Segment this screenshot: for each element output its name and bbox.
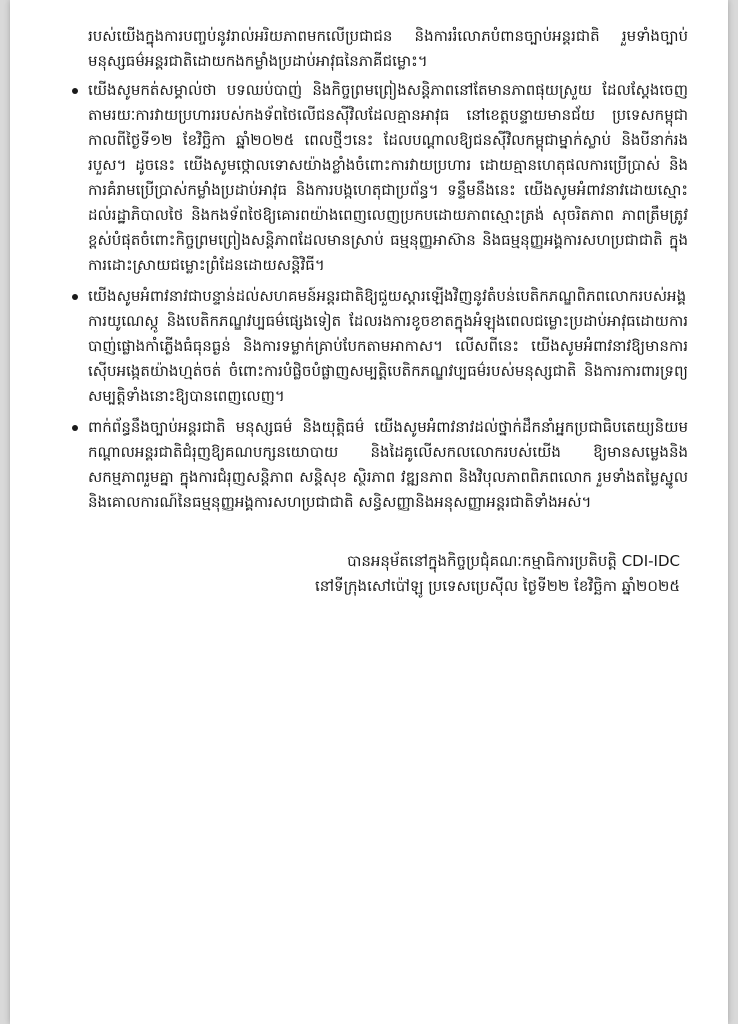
- list-item: [88, 78, 688, 278]
- signature-line-place-date: នៅទីក្រុងសៅប៉ៅឡូ ប្រទេសប្រេស៊ីល ថ្ងៃទី២២ ខែវិច្ឆិកា ឆ្នាំ២០២៥: [315, 577, 680, 595]
- bullet-text: យើងសូមអំពាវនាវជាបន្ទាន់ដល់សហគមន៍អន្តរជាតិឱ្យជួយស្តារឡើងវិញនូវតំបន់បេតិកភណ្ឌពិភពលោករបស់អង្គការយូណេស្កូ និងបេតិកភណ្ឌវប្បធម៌ផ្សេងទៀត ដែលរងការខូចខាតក្នុងអំឡុងពេលជម្លោះប្រដាប់អាវុធដោយការបាញ់ផ្លោងកាំភ្លើងធំធុនធ្ងន់ និងការទម្លាក់គ្រាប់បែកតាមអាកាស។ លើសពីនេះ យើងសូមអំពាវនាវឱ្យមានការស៊ើបអង្កេតយ៉ាងហ្មត់ចត់ ចំពោះការបំផ្លិចបំផ្លាញសម្បត្តិបេតិកភណ្ឌវប្បធម៌របស់មនុស្សជាតិ និងការការពារទ្រព្យសម្បត្តិទាំងនោះឱ្យបានពេញលេញ។: [88, 287, 688, 405]
- bullet-icon: [72, 425, 78, 431]
- document-body: [88, 24, 688, 599]
- intro-paragraph: របស់យើងក្នុងការបញ្ចប់នូវរាល់អរិយភាពមកលើប្រជាជន និងការរំលោភបំពានច្បាប់អន្តរជាតិ រួមទាំងច្បាប់មនុស្សធម៌អន្តរជាតិដោយកងកម្លាំងប្រដាប់អាវុធនៃភាគីជម្លោះ។: [88, 27, 688, 70]
- bullet-icon: [72, 88, 78, 94]
- list-item: [88, 415, 688, 515]
- bullet-text: ពាក់ព័ន្ធនឹងច្បាប់អន្តរជាតិ មនុស្សធម៌ និងយុត្តិធម៌ យើងសូមអំពាវនាវដល់ថ្នាក់ដឹកនាំអ្នកប្រជាធិបតេយ្យនិយមកណ្តាលអន្តរជាតិជំរុញឱ្យគណបក្សនយោបាយ និងដៃគូលើសកលលោករបស់យើង ឱ្យមានសម្លេងនិងសកម្មភាពរួមគ្នា ក្នុងការជំរុញសន្តិភាព សន្តិសុខ ស្ថិរភាព វឌ្ឍនភាព និងវិបុលភាពពិភពលោក រួមទាំងតម្លៃស្នូល និងគោលការណ៍នៃធម្មនុញ្ញអង្គការសហប្រជាជាតិ សន្ធិសញ្ញានិងអនុសញ្ញាអន្តរជាតិទាំងអស់។: [88, 418, 688, 511]
- statement-list: [88, 78, 688, 515]
- signature-line-adopted: បានអនុម័តនៅក្នុងកិច្ចប្រជុំគណៈកម្មាធិការប្រតិបត្តិ CDI-IDC: [347, 552, 680, 570]
- bullet-icon: [72, 294, 78, 300]
- document-page: [10, 0, 728, 1024]
- signature-block: [88, 549, 688, 599]
- list-item: [88, 284, 688, 409]
- bullet-text: យើងសូមកត់សម្គាល់ថា បទឈប់បាញ់ និងកិច្ចព្រមព្រៀងសន្តិភាពនៅតែមានភាពផុយស្រួយ ដែលស្តែងចេញតាមរយៈការវាយប្រហាររបស់កងទ័ពថៃលើជនស៊ីវិលដែលគ្មានអាវុធ នៅខេត្តបន្ទាយមានជ័យ ប្រទេសកម្ពុជា កាលពីថ្ងៃទី១២ ខែវិច្ឆិកា ឆ្នាំ២០២៥ ពេលថ្មីៗនេះ ដែលបណ្តាលឱ្យជនស៊ីវិលកម្ពុជាម្នាក់ស្លាប់ និងបីនាក់រងរបួស។ ដូចនេះ យើងសូមថ្កោលទោសយ៉ាងខ្លាំងចំពោះការវាយប្រហារ ដោយគ្មានហេតុផលការប្រើប្រាស់ និងការគំរាមប្រើប្រាស់កម្លាំងប្រដាប់អាវុធ និងការបង្កហេតុជាប្រព័ន្ធ។ ទន្ទឹមនឹងនេះ យើងសូមអំពាវនាវដោយស្មោះដល់រដ្ឋាភិបាលថៃ និងកងទ័ពថៃឱ្យគោរពយ៉ាងពេញលេញប្រកបដោយភាពស្មោះត្រង់ សុចរិតភាព ភាពត្រឹមត្រូវខ្ពស់បំផុតចំពោះកិច្ចព្រមព្រៀងសន្តិភាពដែលមានស្រាប់ ធម្មនុញ្ញអាស៊ាន និងធម្មនុញ្ញអង្គការសហប្រជាជាតិ ក្នុងការដោះស្រាយជម្លោះព្រំដែនដោយសន្តិវិធី។: [88, 81, 688, 274]
